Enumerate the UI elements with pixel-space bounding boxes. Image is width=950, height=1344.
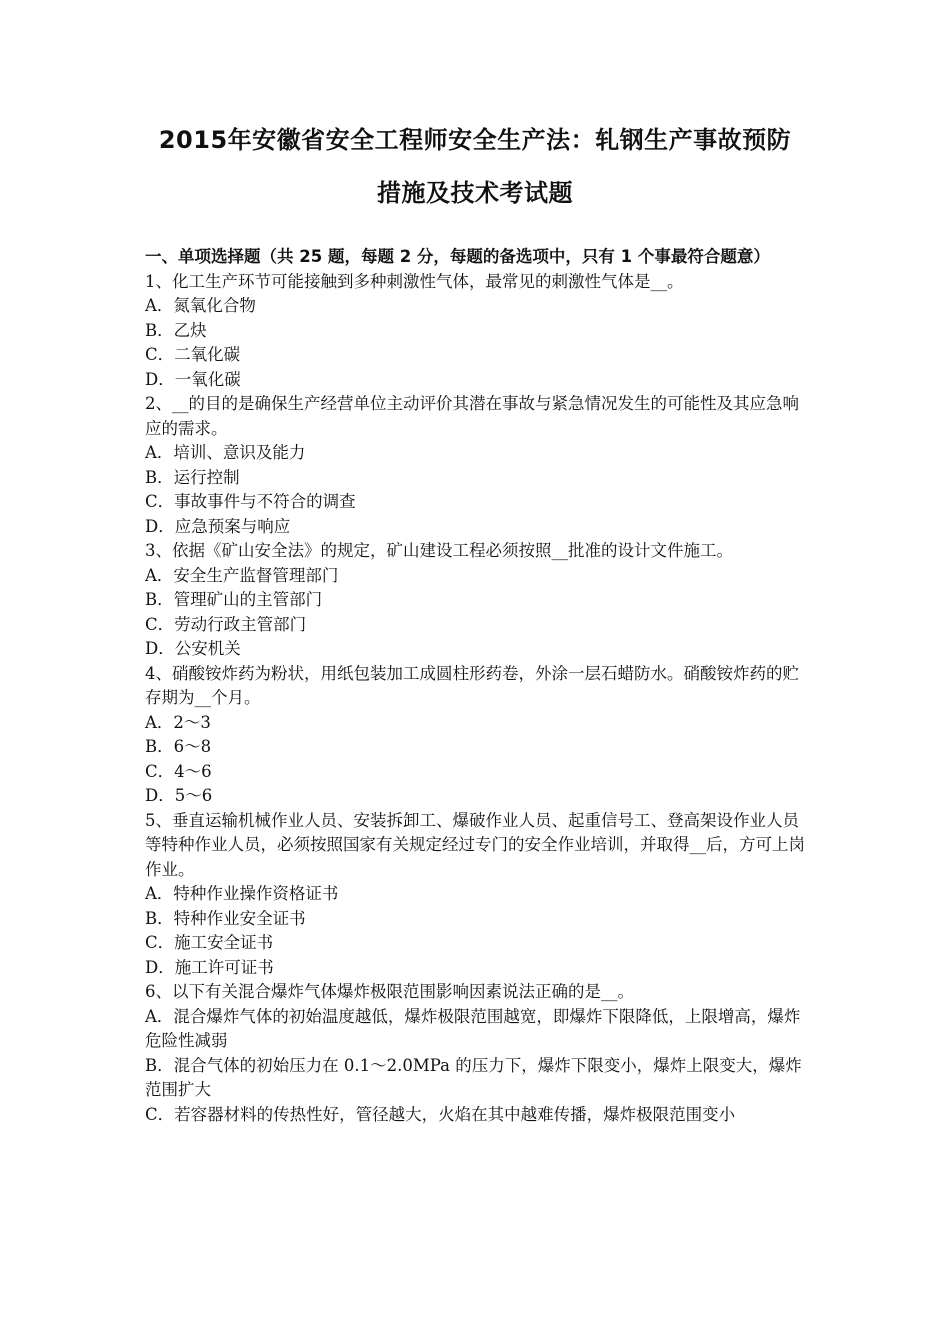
document-title-line-2: 措施及技术考试题 [377, 179, 573, 207]
option-c: C．4～6 [145, 761, 212, 781]
option-a: A．混合爆炸气体的初始温度越低，爆炸极限范围越宽，即爆炸下限降低，上限增高，爆炸危险性减弱 [145, 1006, 801, 1050]
question-2 [145, 392, 815, 539]
option-b: B．运行控制 [145, 467, 240, 487]
question-stem: 3、依据《矿山安全法》的规定，矿山建设工程必须按照__批准的设计文件施工。 [145, 541, 733, 560]
question-1 [145, 270, 815, 393]
option-c: C．事故事件与不符合的调查 [145, 492, 356, 511]
option-d: D．应急预案与响应 [145, 516, 291, 536]
question-6 [145, 980, 815, 1127]
option-b: B．管理矿山的主管部门 [145, 590, 323, 609]
option-b: B．乙炔 [145, 320, 207, 340]
question-stem: 6、以下有关混合爆炸气体爆炸极限范围影响因素说法正确的是__。 [145, 982, 634, 1001]
option-b: B．6～8 [145, 737, 212, 756]
question-3 [145, 539, 815, 662]
option-a: A．特种作业操作资格证书 [145, 884, 339, 903]
option-c: C．施工安全证书 [145, 933, 274, 952]
option-c: C．二氧化碳 [145, 345, 241, 364]
option-b: B．特种作业安全证书 [145, 908, 306, 928]
question-5 [145, 809, 815, 981]
document-title-line-1: 2015年安徽省安全工程师安全生产法：轧钢生产事故预防 [158, 126, 792, 154]
option-a: A．培训、意识及能力 [145, 443, 306, 462]
option-b: B．混合气体的初始压力在 0.1～2.0MPa 的压力下，爆炸下限变小，爆炸上限变大，爆炸范围扩大 [145, 1055, 802, 1099]
option-d: D．一氧化碳 [145, 369, 241, 389]
question-stem: 5、垂直运输机械作业人员、安装拆卸工、爆破作业人员、起重信号工、登高架设作业人员等特种作业人员，必须按照国家有关规定经过专门的安全作业培训，并取得__后，方可上岗作业。 [145, 810, 805, 879]
question-4 [145, 662, 815, 809]
option-a: A．安全生产监督管理部门 [145, 565, 339, 585]
document-body [145, 245, 815, 1127]
question-stem: 2、__的目的是确保生产经营单位主动评价其潜在事故与紧急情况发生的可能性及其应急响应的需求。 [145, 394, 799, 438]
section-heading: 一、单项选择题（共 25 题，每题 2 分，每题的备选项中，只有 1 个事最符合题意） [145, 247, 770, 266]
option-d: D．公安机关 [145, 639, 241, 658]
option-c: C．若容器材料的传热性好，管径越大，火焰在其中越难传播，爆炸极限范围变小 [145, 1104, 736, 1124]
option-c: C．劳动行政主管部门 [145, 614, 307, 634]
option-a: A．2～3 [145, 712, 211, 732]
question-stem: 1、化工生产环节可能接触到多种刺激性气体，最常见的刺激性气体是__。 [145, 271, 684, 291]
question-stem: 4、硝酸铵炸药为粉状，用纸包装加工成圆柱形药卷，外涂一层石蜡防水。硝酸铵炸药的贮存期为__个月。 [145, 663, 799, 707]
option-a: A．氮氧化合物 [145, 296, 256, 315]
option-d: D．施工许可证书 [145, 957, 274, 977]
option-d: D．5～6 [145, 786, 213, 805]
